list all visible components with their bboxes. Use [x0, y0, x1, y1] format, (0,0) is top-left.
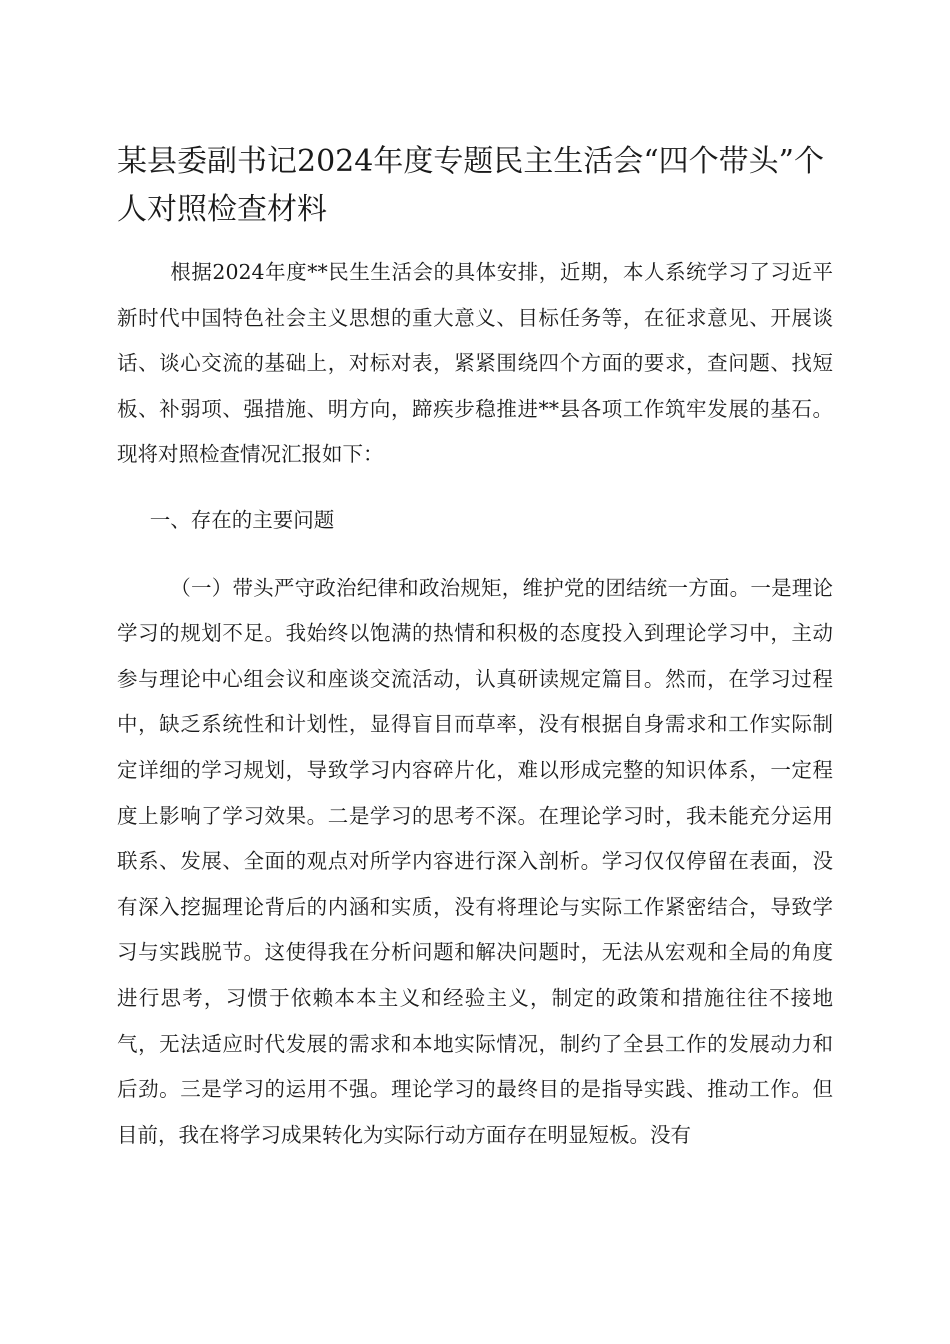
- document-page: [117, 138, 833, 1158]
- intro-paragraph: 根据2024年度**民生生活会的具体安排，近期，本人系统学习了习近平新时代中国特色社会主义思想的重大意义、目标任务等，在征求意见、开展谈话、谈心交流的基础上，对标对表，紧紧围绕四个方面的要求，查问题、找短板、补弱项、强措施、明方向，蹄疾步稳推进**县各项工作筑牢发展的基石。现将对照检查情况汇报如下：: [117, 260, 833, 467]
- section1-paragraph-1: （一）带头严守政治纪律和政治规矩，维护党的团结统一方面。一是理论学习的规划不足。我始终以饱满的热情和积极的态度投入到理论学习中，主动参与理论中心组会议和座谈交流活动，认真研读规定篇目。然而，在学习过程中，缺乏系统性和计划性，显得盲目而草率，没有根据自身需求和工作实际制定详细的学习规划，导致学习内容碎片化，难以形成完整的知识体系，一定程度上影响了学习效果。二是学习的思考不深。在理论学习时，我未能充分运用联系、发展、全面的观点对所学内容进行深入剖析。学习仅仅停留在表面，没有深入挖掘理论背后的内涵和实质，没有将理论与实际工作紧密结合，导致学习与实践脱节。这使得我在分析问题和解决问题时，无法从宏观和全局的角度进行思考，习惯于依赖本本主义和经验主义，制定的政策和措施往往不接地气，无法适应时代发展的需求和本地实际情况，制约了全县工作的发展动力和后劲。三是学习的运用不强。理论学习的最终目的是指导实践、推动工作。但目前，我在将学习成果转化为实际行动方面存在明显短板。没有: [117, 575, 833, 1147]
- document-title: 某县委副书记2024年度专题民主生活会“四个带头”个人对照检查材料: [117, 144, 825, 227]
- section-heading-main-problems: 一、存在的主要问题: [149, 507, 335, 532]
